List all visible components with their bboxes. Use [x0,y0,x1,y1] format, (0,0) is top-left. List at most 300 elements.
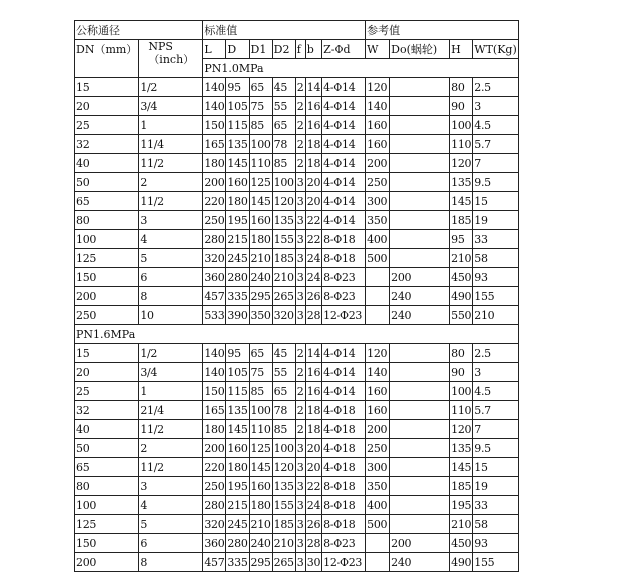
nps-header-label: NPS [148,40,173,53]
cell-d1: 75 [249,97,272,116]
cell-d: 160 [226,439,249,458]
cell-wt: 58 [473,249,519,268]
cell-b: 26 [305,287,321,306]
cell-nps: 21/4 [139,401,203,420]
cell-h: 100 [450,116,473,135]
cell-wt: 7 [473,420,519,439]
nps-unit-label: （inch） [148,53,195,66]
cell-b: 18 [305,135,321,154]
cell-d: 95 [226,344,249,363]
cell-wt: 5.7 [473,401,519,420]
cell-d1: 350 [249,306,272,325]
cell-nps: 3/4 [139,97,203,116]
cell-w: 400 [366,496,390,515]
cell-h: 185 [450,211,473,230]
cell-wt: 3 [473,97,519,116]
cell-b: 26 [305,515,321,534]
cell-l: 165 [203,135,226,154]
cell-d: 280 [226,268,249,287]
cell-do [390,363,450,382]
cell-nps: 11/2 [139,458,203,477]
cell-f: 3 [295,439,305,458]
cell-w: 120 [366,344,390,363]
cell-wt: 93 [473,268,519,287]
valve-spec-table [74,20,519,572]
cell-d: 390 [226,306,249,325]
cell-d: 215 [226,230,249,249]
cell-d1: 210 [249,515,272,534]
dn-header-label: DN（mm） [76,43,138,56]
cell-nps: 5 [139,515,203,534]
cell-nps: 1 [139,116,203,135]
cell-d: 135 [226,135,249,154]
table-row [75,496,519,515]
cell-d1: 145 [249,458,272,477]
cell-w: 160 [366,382,390,401]
cell-b: 16 [305,382,321,401]
table-row [75,306,519,325]
cell-f: 3 [295,515,305,534]
cell-d2: 155 [272,496,295,515]
cell-nps: 3 [139,211,203,230]
cell-dn: 100 [75,496,139,515]
cell-d1: 110 [249,420,272,439]
cell-d: 145 [226,420,249,439]
cell-nps: 11/4 [139,135,203,154]
cell-do [390,420,450,439]
cell-dn: 65 [75,192,139,211]
cell-b: 30 [305,553,321,572]
cell-do [390,249,450,268]
cell-w: 250 [366,173,390,192]
cell-w [366,268,390,287]
cell-nps: 1/2 [139,78,203,97]
cell-h: 80 [450,344,473,363]
cell-f: 3 [295,268,305,287]
cell-d1: 210 [249,249,272,268]
table-row [75,154,519,173]
cell-h: 490 [450,553,473,572]
cell-d: 95 [226,78,249,97]
cell-dn: 15 [75,78,139,97]
table-row [75,363,519,382]
table-row [75,135,519,154]
cell-do [390,458,450,477]
table-row [75,211,519,230]
cell-z-phi-d: 4-Φ14 [322,173,366,192]
cell-l: 140 [203,97,226,116]
cell-dn: 125 [75,515,139,534]
cell-w [366,306,390,325]
reference-values-header: 参考值 [366,21,519,40]
cell-d2: 155 [272,230,295,249]
cell-d: 335 [226,287,249,306]
cell-w: 400 [366,230,390,249]
cell-nps: 1/2 [139,344,203,363]
cell-do: 200 [390,534,450,553]
cell-d2: 65 [272,116,295,135]
cell-d: 215 [226,496,249,515]
cell-f: 3 [295,306,305,325]
cell-wt: 19 [473,477,519,496]
col-header-d: D [226,40,249,59]
cell-d: 180 [226,458,249,477]
cell-d: 105 [226,363,249,382]
cell-wt: 7 [473,154,519,173]
cell-dn: 32 [75,401,139,420]
col-header-l: L [203,40,226,59]
cell-w [366,287,390,306]
cell-w: 500 [366,515,390,534]
cell-l: 280 [203,230,226,249]
cell-w: 120 [366,78,390,97]
cell-dn: 125 [75,249,139,268]
cell-l: 180 [203,154,226,173]
cell-do [390,401,450,420]
cell-nps: 2 [139,173,203,192]
cell-d2: 45 [272,344,295,363]
pressure-label-row [75,325,519,344]
cell-l: 165 [203,401,226,420]
cell-z-phi-d: 4-Φ18 [322,439,366,458]
table-row [75,173,519,192]
cell-d2: 265 [272,553,295,572]
cell-l: 250 [203,477,226,496]
cell-l: 360 [203,534,226,553]
cell-d1: 240 [249,534,272,553]
table-row [75,268,519,287]
cell-h: 80 [450,78,473,97]
cell-d1: 65 [249,344,272,363]
cell-h: 210 [450,515,473,534]
cell-z-phi-d: 8-Φ18 [322,496,366,515]
cell-l: 457 [203,553,226,572]
cell-f: 2 [295,401,305,420]
cell-f: 2 [295,420,305,439]
cell-nps: 3 [139,477,203,496]
cell-d1: 100 [249,135,272,154]
cell-z-phi-d: 8-Φ23 [322,534,366,553]
cell-wt: 93 [473,534,519,553]
cell-b: 16 [305,363,321,382]
cell-f: 2 [295,135,305,154]
cell-b: 24 [305,268,321,287]
cell-wt: 33 [473,496,519,515]
cell-l: 320 [203,515,226,534]
cell-b: 14 [305,344,321,363]
cell-f: 2 [295,382,305,401]
cell-d: 115 [226,382,249,401]
cell-h: 185 [450,477,473,496]
cell-w: 350 [366,477,390,496]
cell-f: 2 [295,344,305,363]
cell-l: 320 [203,249,226,268]
cell-l: 140 [203,344,226,363]
cell-wt: 9.5 [473,439,519,458]
table-row [75,439,519,458]
cell-d: 245 [226,515,249,534]
cell-l: 150 [203,116,226,135]
cell-wt: 15 [473,458,519,477]
table-row [75,192,519,211]
cell-do [390,154,450,173]
cell-h: 90 [450,363,473,382]
table-body [75,21,519,572]
cell-dn: 25 [75,382,139,401]
cell-w: 200 [366,154,390,173]
cell-w: 500 [366,249,390,268]
cell-dn: 250 [75,306,139,325]
cell-f: 3 [295,230,305,249]
cell-h: 145 [450,192,473,211]
cell-z-phi-d: 12-Φ23 [322,306,366,325]
cell-do [390,78,450,97]
cell-l: 533 [203,306,226,325]
cell-d2: 185 [272,249,295,268]
cell-w: 140 [366,363,390,382]
cell-b: 20 [305,192,321,211]
cell-h: 110 [450,135,473,154]
table-row [75,382,519,401]
table-row [75,97,519,116]
cell-dn: 50 [75,173,139,192]
cell-z-phi-d: 8-Φ18 [322,249,366,268]
cell-nps: 6 [139,534,203,553]
cell-do [390,116,450,135]
cell-d: 280 [226,534,249,553]
cell-b: 28 [305,306,321,325]
cell-do [390,173,450,192]
cell-h: 490 [450,287,473,306]
cell-wt: 4.5 [473,382,519,401]
cell-l: 140 [203,363,226,382]
cell-d1: 160 [249,477,272,496]
cell-z-phi-d: 4-Φ14 [322,97,366,116]
cell-d1: 110 [249,154,272,173]
cell-d: 105 [226,97,249,116]
cell-d: 180 [226,192,249,211]
cell-w: 200 [366,420,390,439]
cell-wt: 2.5 [473,344,519,363]
col-header-d1: D1 [249,40,272,59]
cell-h: 100 [450,382,473,401]
cell-w: 160 [366,116,390,135]
cell-h: 120 [450,154,473,173]
cell-z-phi-d: 8-Φ18 [322,230,366,249]
col-header-d2: D2 [272,40,295,59]
cell-dn: 32 [75,135,139,154]
cell-l: 360 [203,268,226,287]
table-row [75,401,519,420]
cell-b: 22 [305,477,321,496]
table-row [75,230,519,249]
cell-d1: 85 [249,382,272,401]
cell-do: 240 [390,306,450,325]
cell-wt: 9.5 [473,173,519,192]
cell-do: 200 [390,268,450,287]
cell-do [390,515,450,534]
cell-h: 450 [450,534,473,553]
cell-b: 20 [305,173,321,192]
cell-dn: 150 [75,268,139,287]
cell-d2: 135 [272,477,295,496]
standard-values-header: 标准值 [203,21,366,40]
cell-d: 245 [226,249,249,268]
cell-f: 2 [295,97,305,116]
cell-nps: 1 [139,382,203,401]
cell-z-phi-d: 4-Φ14 [322,344,366,363]
col-header-do: Do(蜗轮) [390,40,450,59]
cell-d2: 100 [272,173,295,192]
cell-f: 3 [295,496,305,515]
cell-d2: 45 [272,78,295,97]
cell-f: 3 [295,211,305,230]
cell-z-phi-d: 4-Φ14 [322,116,366,135]
col-header-f: f [295,40,305,59]
table-row [75,249,519,268]
cell-b: 16 [305,116,321,135]
cell-l: 180 [203,420,226,439]
cell-nps: 11/2 [139,154,203,173]
cell-d2: 210 [272,268,295,287]
cell-wt: 4.5 [473,116,519,135]
cell-wt: 2.5 [473,78,519,97]
cell-w: 250 [366,439,390,458]
cell-dn: 40 [75,420,139,439]
cell-w: 160 [366,401,390,420]
cell-do [390,135,450,154]
cell-wt: 210 [473,306,519,325]
col-header-w: W [366,40,390,59]
header-row-groups [75,21,519,40]
cell-z-phi-d: 4-Φ14 [322,211,366,230]
cell-d2: 100 [272,439,295,458]
cell-nps: 8 [139,287,203,306]
cell-dn: 80 [75,211,139,230]
cell-do [390,211,450,230]
cell-nps: 6 [139,268,203,287]
cell-wt: 19 [473,211,519,230]
cell-dn: 40 [75,154,139,173]
cell-f: 3 [295,458,305,477]
table-row [75,78,519,97]
cell-nps: 5 [139,249,203,268]
cell-b: 22 [305,211,321,230]
cell-dn: 80 [75,477,139,496]
cell-d1: 295 [249,287,272,306]
cell-d: 135 [226,401,249,420]
cell-f: 3 [295,534,305,553]
cell-l: 250 [203,211,226,230]
cell-h: 120 [450,420,473,439]
cell-d2: 78 [272,401,295,420]
cell-h: 210 [450,249,473,268]
cell-b: 18 [305,154,321,173]
cell-z-phi-d: 12-Φ23 [322,553,366,572]
cell-h: 550 [450,306,473,325]
cell-b: 16 [305,97,321,116]
cell-nps: 8 [139,553,203,572]
cell-do: 240 [390,287,450,306]
cell-w: 140 [366,97,390,116]
dn-header [75,40,139,78]
cell-d: 145 [226,154,249,173]
cell-d1: 180 [249,496,272,515]
cell-z-phi-d: 8-Φ18 [322,477,366,496]
cell-d1: 180 [249,230,272,249]
nominal-diameter-header: 公称通径 [75,21,203,40]
cell-d2: 85 [272,154,295,173]
cell-b: 18 [305,420,321,439]
cell-w: 350 [366,211,390,230]
cell-b: 20 [305,439,321,458]
cell-dn: 200 [75,287,139,306]
cell-d1: 100 [249,401,272,420]
cell-wt: 33 [473,230,519,249]
cell-dn: 25 [75,116,139,135]
cell-do [390,192,450,211]
cell-z-phi-d: 4-Φ18 [322,401,366,420]
cell-b: 24 [305,496,321,515]
col-header-z-phi-d: Z-Φd [322,40,366,59]
cell-wt: 155 [473,287,519,306]
cell-d: 115 [226,116,249,135]
cell-f: 3 [295,287,305,306]
cell-wt: 3 [473,363,519,382]
cell-wt: 15 [473,192,519,211]
cell-h: 195 [450,496,473,515]
cell-h: 450 [450,268,473,287]
cell-d1: 295 [249,553,272,572]
cell-w [366,534,390,553]
cell-do [390,97,450,116]
cell-l: 280 [203,496,226,515]
cell-f: 3 [295,192,305,211]
cell-d1: 125 [249,439,272,458]
col-header-h: H [450,40,473,59]
cell-d1: 125 [249,173,272,192]
cell-dn: 65 [75,458,139,477]
cell-do [390,230,450,249]
cell-dn: 200 [75,553,139,572]
cell-b: 14 [305,78,321,97]
cell-d: 160 [226,173,249,192]
cell-f: 3 [295,173,305,192]
cell-do [390,439,450,458]
cell-z-phi-d: 4-Φ14 [322,135,366,154]
cell-b: 18 [305,401,321,420]
cell-b: 22 [305,230,321,249]
cell-do [390,344,450,363]
cell-f: 3 [295,249,305,268]
cell-z-phi-d: 4-Φ14 [322,154,366,173]
cell-d1: 160 [249,211,272,230]
cell-w [366,553,390,572]
cell-dn: 50 [75,439,139,458]
cell-z-phi-d: 8-Φ18 [322,515,366,534]
cell-w: 300 [366,192,390,211]
cell-nps: 10 [139,306,203,325]
cell-z-phi-d: 4-Φ18 [322,420,366,439]
cell-d2: 120 [272,458,295,477]
cell-l: 140 [203,78,226,97]
cell-h: 135 [450,439,473,458]
cell-d: 195 [226,211,249,230]
table-row [75,287,519,306]
cell-f: 2 [295,154,305,173]
cell-l: 150 [203,382,226,401]
table-row [75,116,519,135]
